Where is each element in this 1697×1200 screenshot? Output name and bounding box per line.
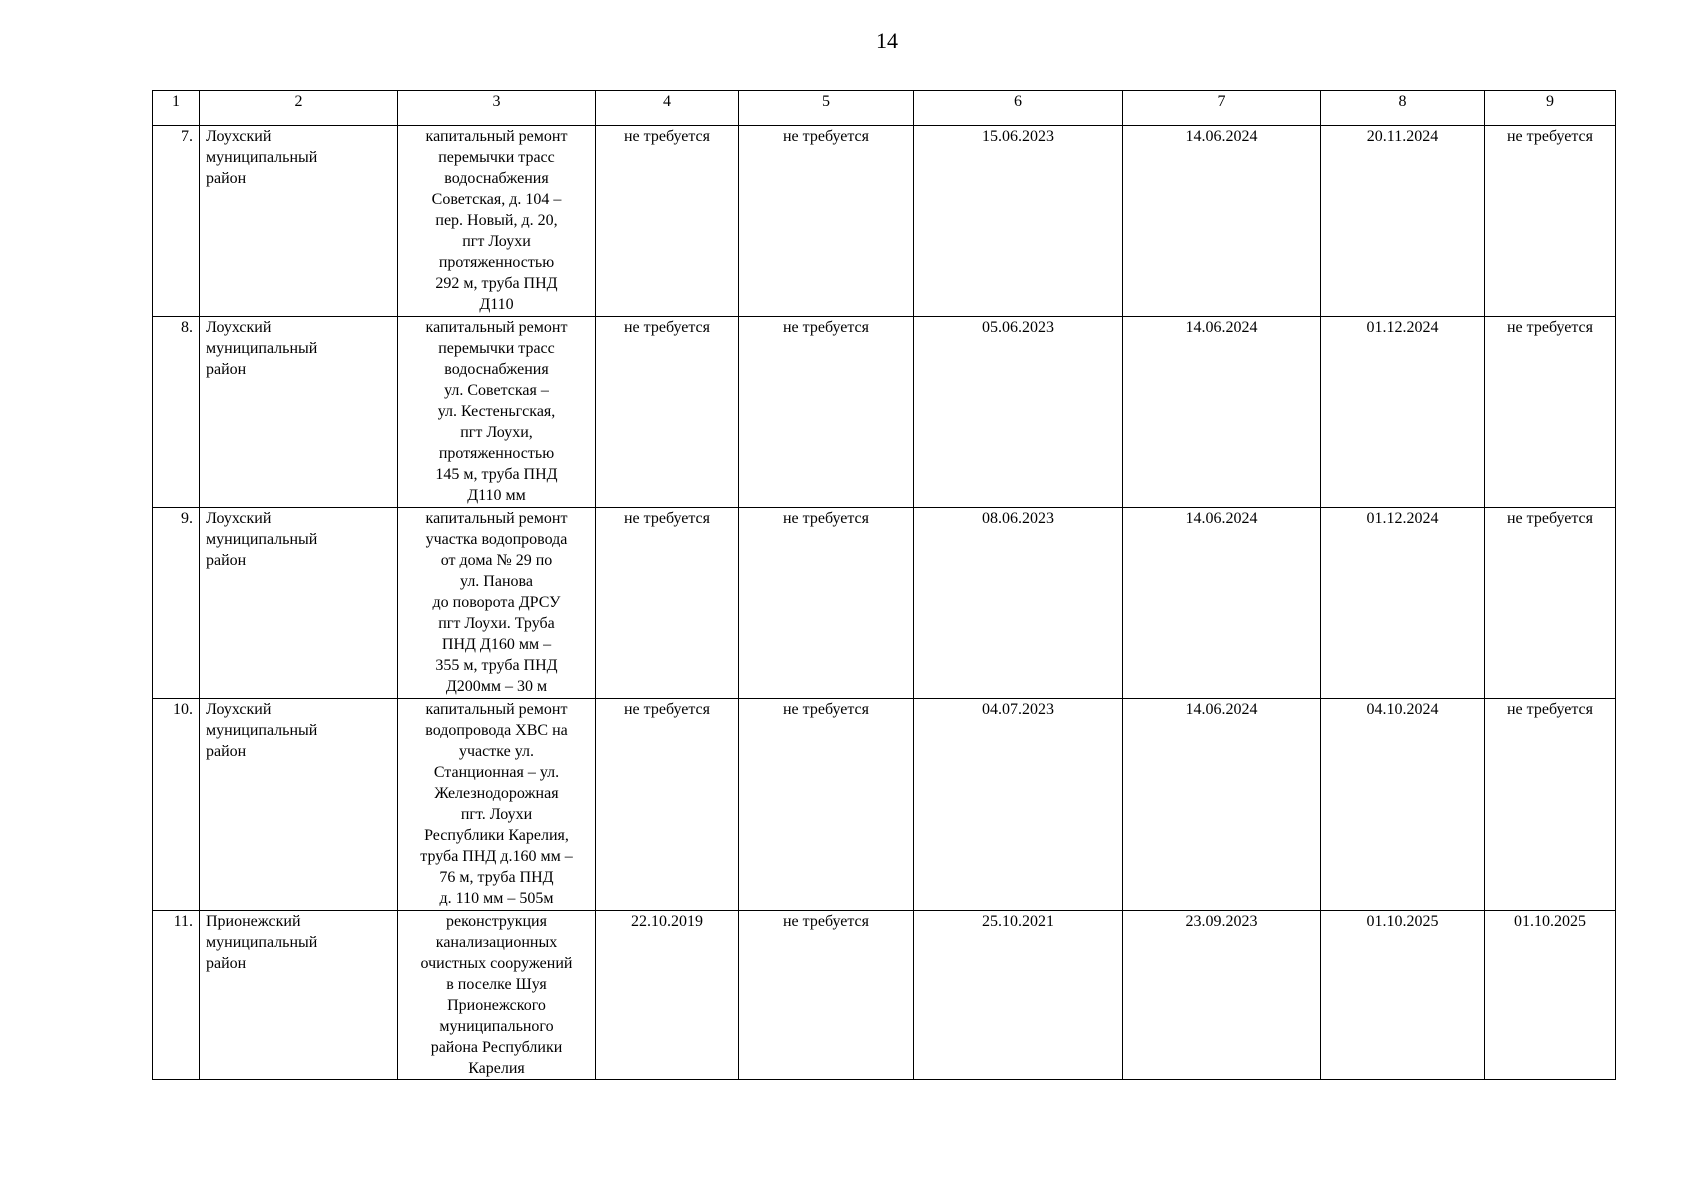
cell-col6: 05.06.2023 xyxy=(914,317,1123,508)
projects-table xyxy=(152,90,1616,1080)
row-number: 8. xyxy=(153,317,200,508)
cell-col9: не требуется xyxy=(1485,126,1616,317)
cell-col4: не требуется xyxy=(596,508,739,699)
cell-col5: не требуется xyxy=(739,126,914,317)
cell-col6: 04.07.2023 xyxy=(914,699,1123,911)
cell-col7: 14.06.2024 xyxy=(1123,126,1321,317)
cell-col7: 14.06.2024 xyxy=(1123,699,1321,911)
row-number: 9. xyxy=(153,508,200,699)
column-header: 6 xyxy=(914,91,1123,126)
column-header: 2 xyxy=(200,91,398,126)
row-number: 10. xyxy=(153,699,200,911)
district-cell: Лоухский муниципальный район xyxy=(200,699,398,911)
cell-col8: 01.10.2025 xyxy=(1321,911,1485,1080)
object-cell: капитальный ремонт участка водопровода от дома № 29 по ул. Панова до поворота ДРСУ пгт Лоухи. Труба ПНД Д160 мм – 355 м, труба ПНД Д200мм – 30 м xyxy=(398,508,596,699)
cell-col6: 08.06.2023 xyxy=(914,508,1123,699)
cell-col5: не требуется xyxy=(739,699,914,911)
table-row xyxy=(153,126,1616,317)
district-cell: Прионежский муниципальный район xyxy=(200,911,398,1080)
object-cell: капитальный ремонт перемычки трасс водоснабжения Советская, д. 104 – пер. Новый, д. 20, пгт Лоухи протяженностью 292 м, труба ПНД Д110 xyxy=(398,126,596,317)
cell-col9: не требуется xyxy=(1485,508,1616,699)
column-number-row xyxy=(153,91,1616,126)
cell-col4: не требуется xyxy=(596,699,739,911)
table-row xyxy=(153,911,1616,1080)
column-header: 4 xyxy=(596,91,739,126)
cell-col4: не требуется xyxy=(596,317,739,508)
cell-col5: не требуется xyxy=(739,317,914,508)
column-header: 5 xyxy=(739,91,914,126)
row-number: 7. xyxy=(153,126,200,317)
cell-col7: 23.09.2023 xyxy=(1123,911,1321,1080)
table-row xyxy=(153,317,1616,508)
cell-col6: 25.10.2021 xyxy=(914,911,1123,1080)
district-cell: Лоухский муниципальный район xyxy=(200,508,398,699)
table-row xyxy=(153,508,1616,699)
cell-col4: не требуется xyxy=(596,126,739,317)
row-number: 11. xyxy=(153,911,200,1080)
object-cell: реконструкция канализационных очистных сооружений в поселке Шуя Прионежского муниципального района Республики Карелия xyxy=(398,911,596,1080)
column-header: 7 xyxy=(1123,91,1321,126)
cell-col9: не требуется xyxy=(1485,699,1616,911)
cell-col8: 20.11.2024 xyxy=(1321,126,1485,317)
cell-col5: не требуется xyxy=(739,911,914,1080)
cell-col8: 01.12.2024 xyxy=(1321,317,1485,508)
object-cell: капитальный ремонт перемычки трасс водоснабжения ул. Советская – ул. Кестеньгская, пгт Лоухи, протяженностью 145 м, труба ПНД Д110 мм xyxy=(398,317,596,508)
cell-col7: 14.06.2024 xyxy=(1123,508,1321,699)
district-cell: Лоухский муниципальный район xyxy=(200,126,398,317)
column-header: 9 xyxy=(1485,91,1616,126)
cell-col8: 01.12.2024 xyxy=(1321,508,1485,699)
cell-col9: не требуется xyxy=(1485,317,1616,508)
cell-col6: 15.06.2023 xyxy=(914,126,1123,317)
cell-col9: 01.10.2025 xyxy=(1485,911,1616,1080)
cell-col7: 14.06.2024 xyxy=(1123,317,1321,508)
column-header: 8 xyxy=(1321,91,1485,126)
column-header: 1 xyxy=(153,91,200,126)
table-row xyxy=(153,699,1616,911)
page-number: 14 xyxy=(876,28,898,53)
cell-col8: 04.10.2024 xyxy=(1321,699,1485,911)
object-cell: капитальный ремонт водопровода ХВС на участке ул. Станционная – ул. Железнодорожная пгт. Лоухи Республики Карелия, труба ПНД д.160 мм – 76 м, труба ПНД д. 110 мм – 505м xyxy=(398,699,596,911)
cell-col4: 22.10.2019 xyxy=(596,911,739,1080)
column-header: 3 xyxy=(398,91,596,126)
cell-col5: не требуется xyxy=(739,508,914,699)
district-cell: Лоухский муниципальный район xyxy=(200,317,398,508)
